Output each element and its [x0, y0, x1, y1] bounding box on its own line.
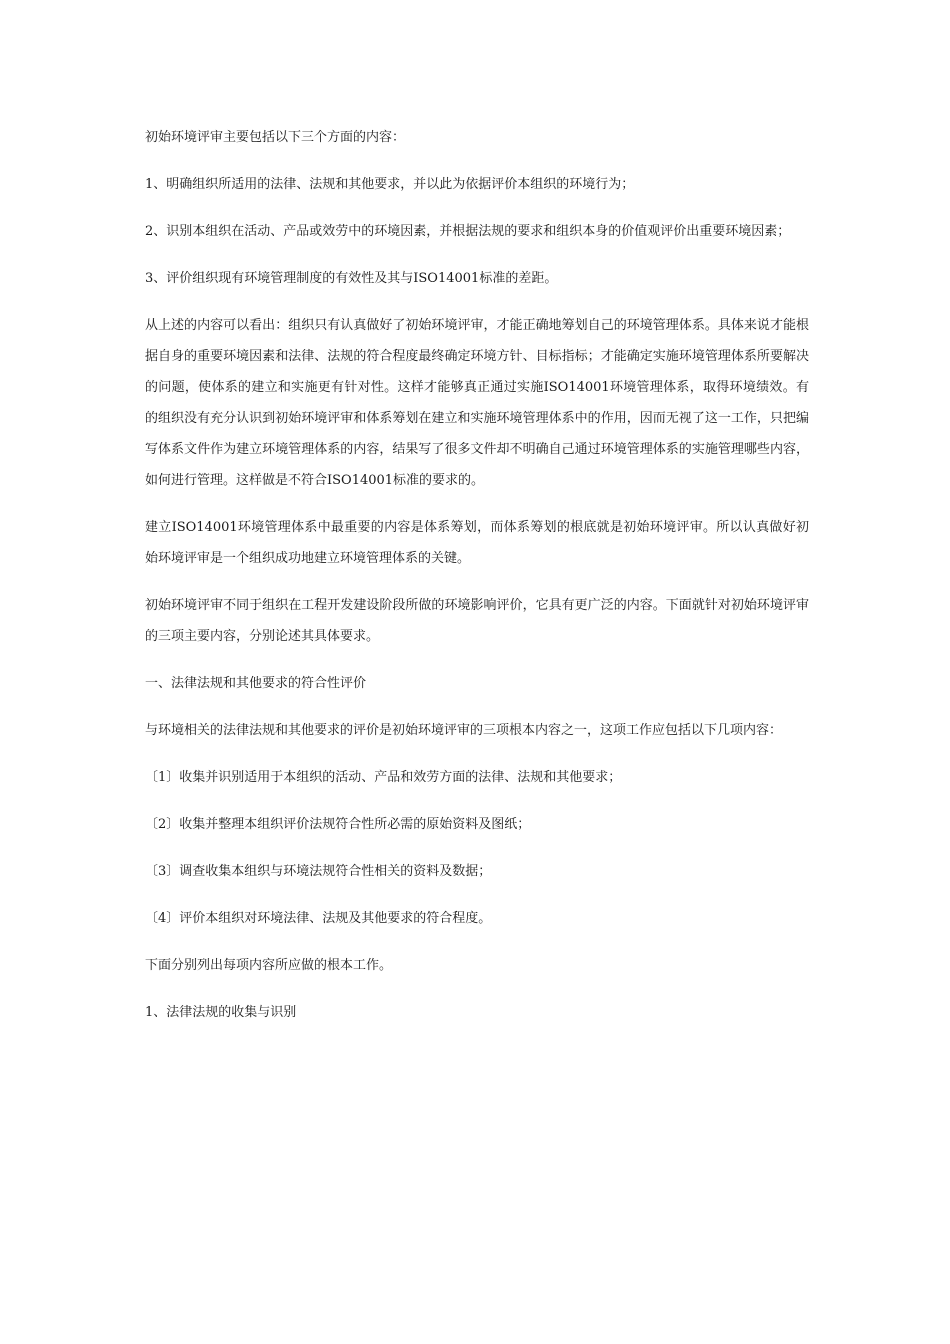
body-paragraph: 初始环境评审不同于组织在工程开发建设阶段所做的环境影响评价，它具有更广泛的内容。下面就针对初始环境评审的三项主要内容，分别论述其具体要求。 [145, 598, 809, 644]
subsection-heading: 1、法律法规的收集与识别 [145, 1005, 297, 1020]
section-heading: 一、法律法规和其他要求的符合性评价 [145, 676, 367, 691]
numbered-item: 〔4〕评价本组织对环境法律、法规及其他要求的符合程度。 [145, 911, 492, 926]
list-item-3: 3、评价组织现有环境管理制度的有效性及其与ISO14001标准的差距。 [145, 271, 558, 286]
body-paragraph: 下面分别列出每项内容所应做的根本工作。 [145, 958, 393, 973]
document-body [145, 122, 809, 1044]
numbered-item: 〔1〕收集并识别适用于本组织的活动、产品和效劳方面的法律、法规和其他要求； [145, 770, 622, 785]
body-paragraph: 从上述的内容可以看出：组织只有认真做好了初始环境评审，才能正确地筹划自己的环境管理体系。具体来说才能根据自身的重要环境因素和法律、法规的符合程度最终确定环境方针、目标指标；才能确定实施环境管理体系所要解决的问题，使体系的建立和实施更有针对性。这样才能够真正通过实施ISO14001环境管理体系，取得环境绩效。有的组织没有充分认识到初始环境评审和体系筹划在建立和实施环境管理体系中的作用，因而无视了这一工作，只把编写体系文件作为建立环境管理体系的内容，结果写了很多文件却不明确自己通过环境管理体系的实施管理哪些内容，如何进行管理。这样做是不符合ISO14001标准的要求的。 [145, 318, 809, 488]
list-item-2: 2、识别本组织在活动、产品或效劳中的环境因素，并根据法规的要求和组织本身的价值观评价出重要环境因素； [145, 224, 791, 239]
body-paragraph: 建立ISO14001环境管理体系中最重要的内容是体系筹划，而体系筹划的根底就是初始环境评审。所以认真做好初始环境评审是一个组织成功地建立环境管理体系的关键。 [145, 520, 809, 566]
body-paragraph: 与环境相关的法律法规和其他要求的评价是初始环境评审的三项根本内容之一，这项工作应包括以下几项内容： [145, 723, 783, 738]
intro-paragraph: 初始环境评审主要包括以下三个方面的内容： [145, 130, 406, 145]
list-item-1: 1、明确组织所适用的法律、法规和其他要求，并以此为依据评价本组织的环境行为； [145, 177, 635, 192]
numbered-item: 〔3〕调查收集本组织与环境法规符合性相关的资料及数据； [145, 864, 492, 879]
numbered-item: 〔2〕收集并整理本组织评价法规符合性所必需的原始资料及图纸； [145, 817, 531, 832]
